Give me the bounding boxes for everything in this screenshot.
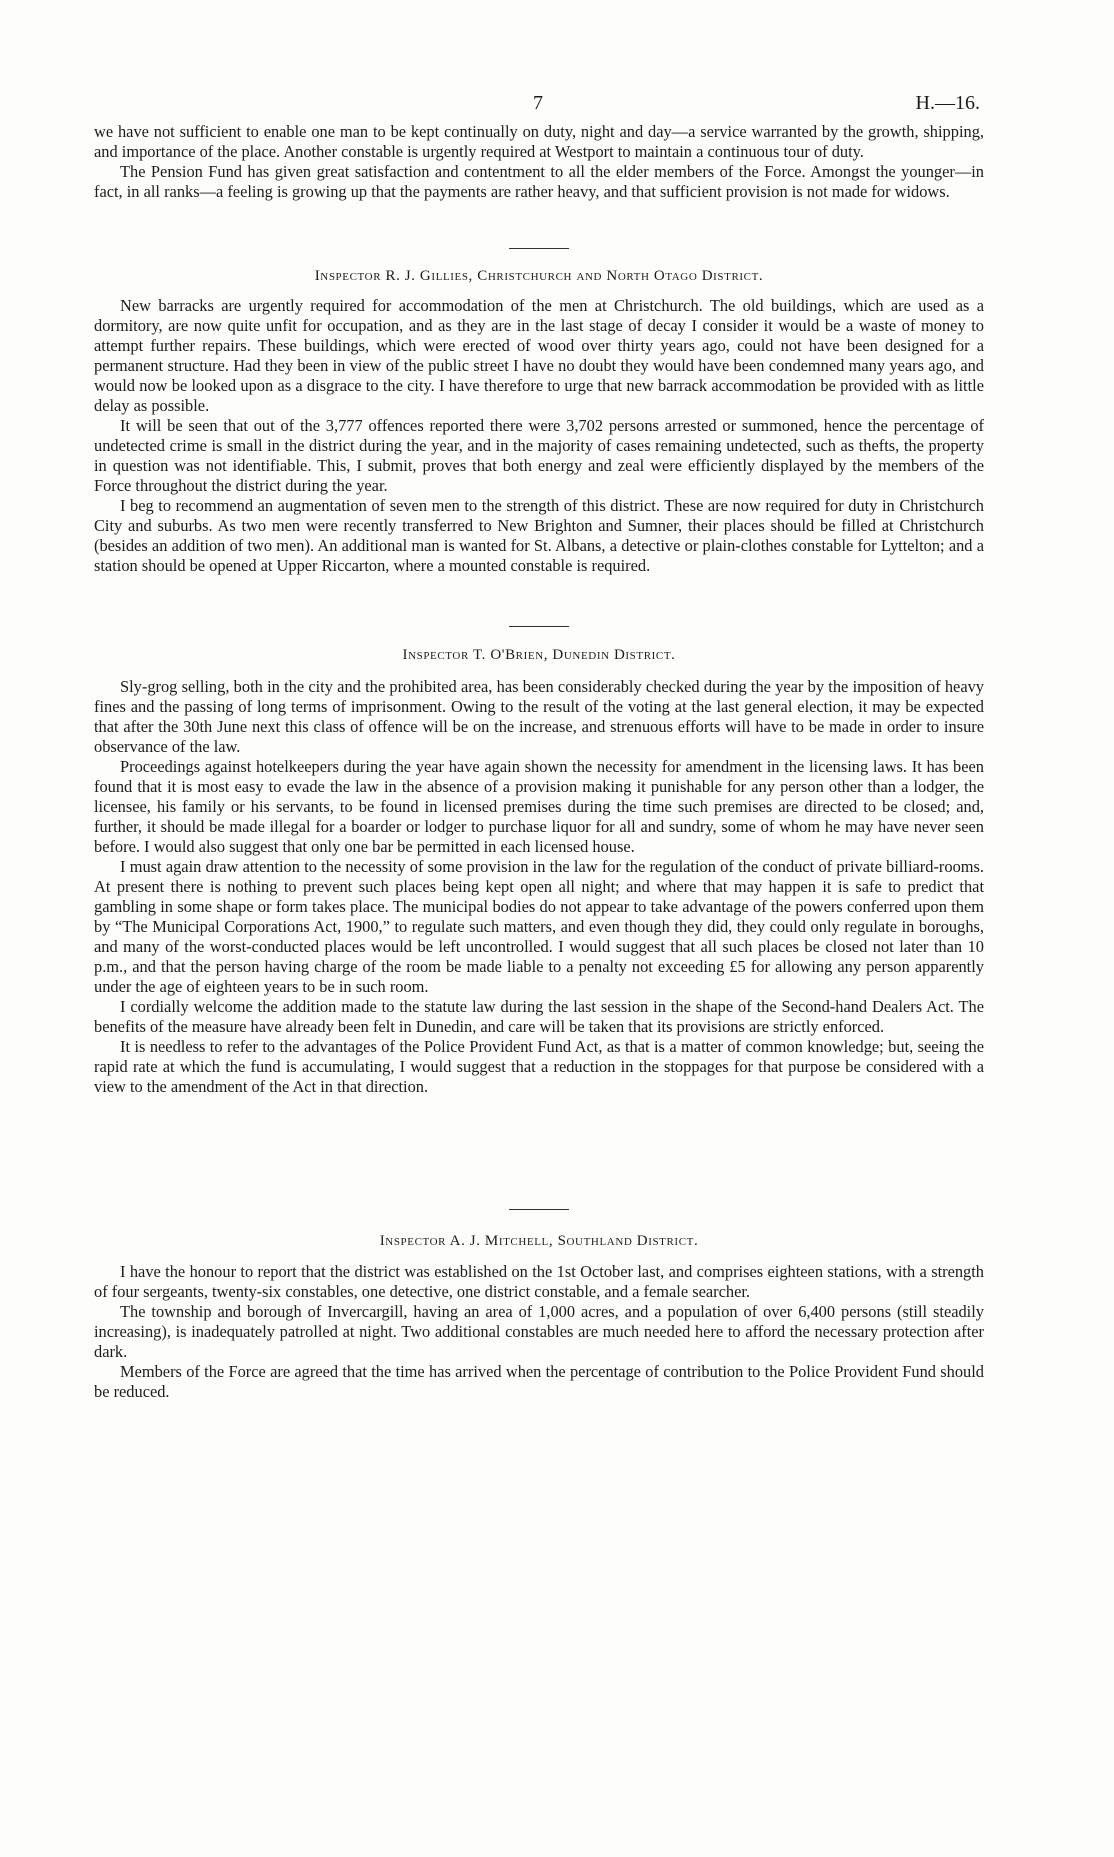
- section-obrien: [94, 647, 984, 664]
- section-mitchell: [94, 1233, 984, 1250]
- section-gillies-body: [94, 296, 984, 576]
- section-heading: Inspector T. O'Brien, Dunedin District.: [402, 647, 676, 663]
- section-paragraph: I cordially welcome the addition made to the statute law during the last session in the shape of the Second-hand Dealers Act. The benefits of the measure have already been felt in Dunedin, and care will be taken that its provisions are strictly enforced.: [94, 997, 984, 1036]
- section-obrien-body: [94, 677, 984, 1097]
- page-number: 7: [533, 92, 543, 114]
- intro-block: [94, 122, 984, 202]
- section-paragraph: Sly-grog selling, both in the city and the prohibited area, has been considerably checked during the year by the imposition of heavy fines and the passing of long terms of imprisonment. Owing to the result of the voting at the last general election, it may be expected that after the 30th June next this class of offence will be on the increase, and strenuous efforts will have to be made in order to insure observance of the law.: [94, 677, 984, 756]
- section-heading: Inspector R. J. Gillies, Christchurch and North Otago District.: [314, 268, 764, 284]
- report-reference: H.—16.: [915, 92, 980, 114]
- section-paragraph: It is needless to refer to the advantages of the Police Provident Fund Act, as that is a matter of common knowledge; but, seeing the rapid rate at which the fund is accumulating, I would suggest that a reduction in the stoppages for that purpose be considered with a view to the amendment of the Act in that direction.: [94, 1037, 984, 1096]
- section-divider: [94, 248, 984, 249]
- intro-paragraph: we have not sufficient to enable one man to be kept continually on duty, night and day—a service warranted by the growth, shipping, and importance of the place. Another constable is urgently required at Westport to maintain a continuous tour of duty.: [94, 122, 984, 161]
- section-paragraph: It will be seen that out of the 3,777 offences reported there were 3,702 persons arrested or summoned, hence the percentage of undetected crime is small in the district during the year, and in the majority of cases remaining undetected, such as thefts, the property in question was not identifiable. This, I submit, proves that both energy and zeal were efficiently displayed by the members of the Force throughout the district during the year.: [94, 416, 984, 495]
- section-paragraph: I have the honour to report that the district was established on the 1st October last, and comprises eighteen stations, with a strength of four sergeants, twenty-six constables, one detective, one district constable, and a female searcher.: [94, 1262, 984, 1301]
- section-divider: [94, 1209, 984, 1210]
- section-gillies: [94, 268, 984, 285]
- section-paragraph: New barracks are urgently required for accommodation of the men at Christchurch. The old buildings, which are used as a dormitory, are now quite unfit for occupation, and as they are in the last stage of decay I consider it would be a waste of money to attempt further repairs. These buildings, which were erected of wood over thirty years ago, could not have been designed for a permanent structure. Had they been in view of the public street I have no doubt they would have been condemned many years ago, and would now be looked upon as a disgrace to the city. I have therefore to urge that new barrack accommodation be provided with as little delay as possible.: [94, 296, 984, 415]
- section-paragraph: I must again draw attention to the necessity of some provision in the law for the regulation of the conduct of private billiard-rooms. At present there is nothing to prevent such places being kept open all night; and where that may happen it is safe to predict that gambling in some shape or form takes place. The municipal bodies do not appear to take advantage of the powers conferred upon them by “The Municipal Corporations Act, 1900,” to regulate such matters, and even though they did, they could only regulate in boroughs, and many of the worst-conducted places would be left uncontrolled. I would suggest that all such places be closed not later than 10 p.m., and that the person having charge of the room be made liable to a penalty not exceeding £5 for allowing any person apparently under the age of eighteen years to be in such room.: [94, 857, 984, 996]
- section-paragraph: Proceedings against hotelkeepers during the year have again shown the necessity for amendment in the licensing laws. It has been found that it is most easy to evade the law in the absence of a provision making it punishable for any person other than a lodger, the licensee, his family or his servants, to be found in licensed premises during the time such premises are directed to be closed; and, further, it should be made illegal for a boarder or lodger to purchase liquor for all and sundry, some of whom he may have never seen before. I would also suggest that only one bar be permitted in each licensed house.: [94, 757, 984, 856]
- section-paragraph: I beg to recommend an augmentation of seven men to the strength of this district. These are now required for duty in Christchurch City and suburbs. As two men were recently transferred to New Brighton and Sumner, their places should be filled at Christchurch (besides an addition of two men). An additional man is wanted for St. Albans, a detective or plain-clothes constable for Lyttelton; and a station should be opened at Upper Riccarton, where a mounted constable is required.: [94, 496, 984, 575]
- section-divider: [94, 626, 984, 627]
- section-paragraph: The township and borough of Invercargill, having an area of 1,000 acres, and a population of over 6,400 persons (still steadily increasing), is inadequately patrolled at night. Two additional constables are much needed here to afford the necessary protection after dark.: [94, 1302, 984, 1361]
- section-heading: Inspector A. J. Mitchell, Southland District.: [379, 1233, 699, 1249]
- intro-paragraph: The Pension Fund has given great satisfaction and contentment to all the elder members of the Force. Amongst the younger—in fact, in all ranks—a feeling is growing up that the payments are rather heavy, and that sufficient provision is not made for widows.: [94, 162, 984, 201]
- section-mitchell-body: [94, 1262, 984, 1402]
- section-paragraph: Members of the Force are agreed that the time has arrived when the percentage of contribution to the Police Provident Fund should be reduced.: [94, 1362, 984, 1401]
